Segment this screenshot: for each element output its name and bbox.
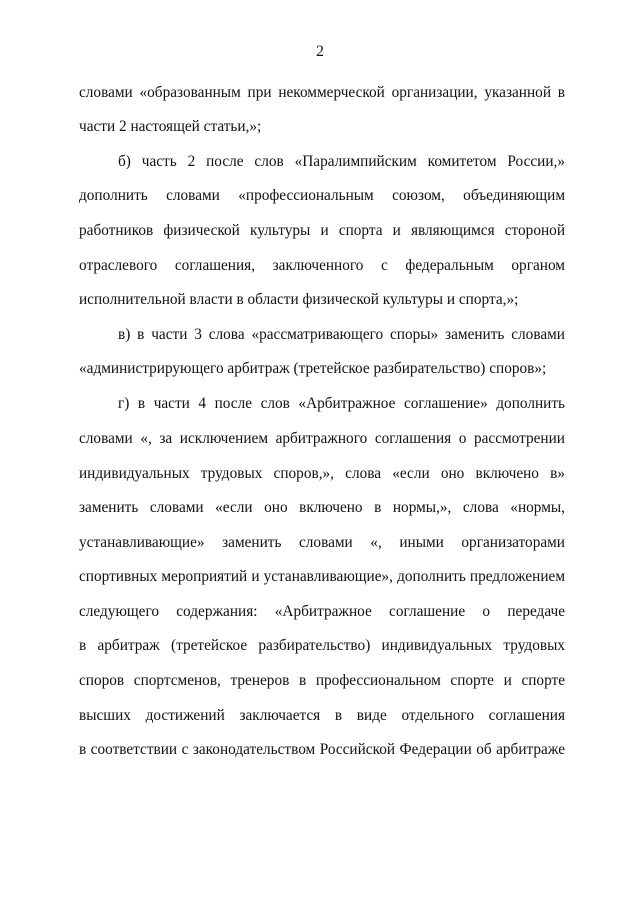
text-line: части 2 настоящей статьи,»; (79, 118, 262, 135)
text-line: в арбитраж (третейское разбирательство) индивидуальных трудовых (79, 637, 565, 654)
text-line: устанавливающие» заменить словами «, иными организаторами (79, 534, 565, 551)
text-line: спортивных мероприятий и устанавливающие», дополнить предложением (79, 568, 565, 585)
text-line: индивидуальных трудовых споров,», слова «если оно включено в» (79, 465, 565, 482)
page-number: 2 (316, 43, 324, 60)
text-line: споров спортсменов, тренеров в профессиональном спорте и спорте (79, 672, 565, 689)
text-line: словами «, за исключением арбитражного соглашения о рассмотрении (79, 430, 565, 447)
text-line: следующего содержания: «Арбитражное соглашение о передаче (79, 603, 565, 620)
text-line: словами «образованным при некоммерческой организации, указанной в (79, 84, 565, 101)
text-line: в соответствии с законодательством Российской Федерации об арбитраже (79, 741, 565, 758)
text-line: заменить словами «если оно включено в нормы,», слова «нормы, (79, 499, 565, 516)
text-line: дополнить словами «профессиональным союзом, объединяющим (79, 187, 565, 204)
text-line: исполнительной власти в области физической культуры и спорта,»; (79, 291, 519, 308)
text-line: г) в части 4 после слов «Арбитражное соглашение» дополнить (118, 395, 565, 412)
text-line: в) в части 3 слова «рассматривающего споры» заменить словами (118, 326, 565, 343)
text-line: высших достижений заключается в виде отдельного соглашения (79, 707, 565, 724)
text-line: работников физической культуры и спорта и являющимся стороной (79, 222, 565, 239)
text-line: отраслевого соглашения, заключенного с федеральным органом (79, 257, 565, 274)
text-line: б) часть 2 после слов «Паралимпийским комитетом России,» (118, 153, 565, 170)
text-line: «администрирующего арбитраж (третейское разбирательство) споров»; (79, 360, 547, 377)
